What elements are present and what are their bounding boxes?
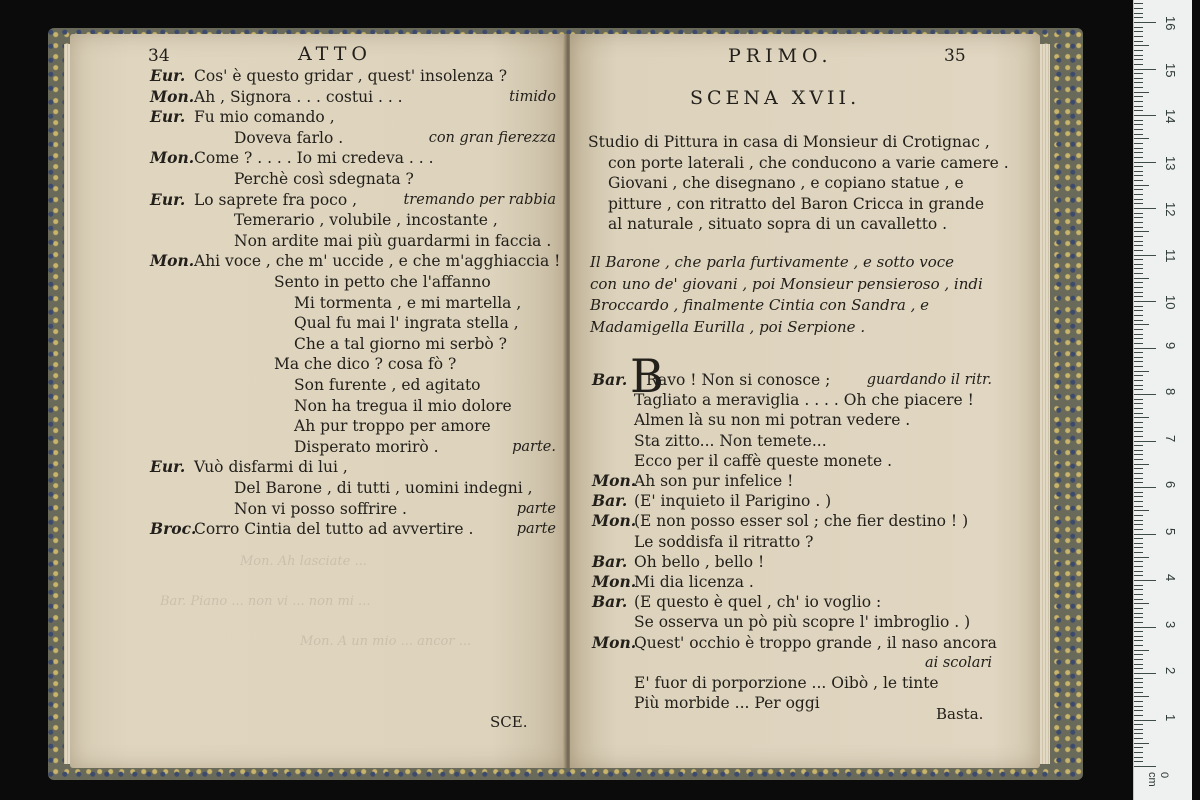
ruler-tick xyxy=(1134,96,1143,97)
verse-line: Le soddisfa il ritratto ? xyxy=(634,532,814,551)
ruler-unit-label: 0 cm xyxy=(1146,772,1170,787)
ruler-number: 16 xyxy=(1163,16,1178,31)
speaker-label: Mon. xyxy=(592,471,637,490)
ruler-tick xyxy=(1134,599,1143,600)
ruler-tick xyxy=(1134,450,1143,451)
ruler-tick xyxy=(1134,315,1143,316)
show-through-text: Mon. Ah lasciate ... xyxy=(240,554,367,569)
ruler-tick xyxy=(1134,627,1156,628)
ruler-tick xyxy=(1134,166,1143,167)
verse-line: Temerario , volubile , incostante , xyxy=(234,211,498,230)
verse-line: Perchè così sdegnata ? xyxy=(234,170,414,188)
ruler-tick xyxy=(1134,306,1143,307)
ruler-tick xyxy=(1134,585,1143,586)
ruler-tick xyxy=(1134,13,1143,14)
ruler-tick xyxy=(1134,468,1143,469)
speaker-label: Eur. xyxy=(150,107,186,127)
ruler-tick xyxy=(1134,636,1143,637)
ruler-tick xyxy=(1134,217,1143,218)
ruler-tick xyxy=(1134,213,1143,214)
left-running-head: ATTO xyxy=(298,43,372,65)
ruler-tick xyxy=(1134,413,1143,414)
left-catchword: SCE. xyxy=(490,713,528,731)
speaker-label: Mon. xyxy=(592,511,637,531)
verse-line: Oh bello , bello ! xyxy=(634,552,765,571)
characters-line: Il Barone , che parla furtivamente , e sotto voce xyxy=(590,253,955,271)
ruler-tick xyxy=(1134,287,1143,288)
verse-line: Sento in petto che l'affanno xyxy=(274,273,491,291)
verse-line: Lo saprete fra poco , xyxy=(194,190,358,209)
ruler-tick xyxy=(1134,241,1143,242)
ruler-tick xyxy=(1134,529,1143,530)
ruler-tick xyxy=(1134,710,1143,711)
ruler-tick xyxy=(1134,366,1143,367)
speaker-label: Bar. xyxy=(592,370,628,389)
speaker-label: Eur. xyxy=(150,189,186,209)
verse-line: Come ? . . . . Io mi credeva . . . xyxy=(194,149,434,168)
ruler-tick xyxy=(1134,720,1156,721)
ruler-tick xyxy=(1134,687,1143,688)
ruler-tick xyxy=(1134,101,1143,102)
ruler-tick xyxy=(1134,733,1143,734)
ruler-tick xyxy=(1134,352,1143,353)
ruler-tick xyxy=(1134,334,1143,335)
ruler-tick xyxy=(1134,738,1143,739)
ruler-tick xyxy=(1134,273,1143,274)
ruler-tick xyxy=(1134,427,1143,428)
ruler-number: 14 xyxy=(1163,109,1178,124)
ruler-tick xyxy=(1134,301,1156,302)
ruler-tick xyxy=(1134,115,1156,116)
ruler-tick xyxy=(1134,162,1156,163)
ruler-tick xyxy=(1134,417,1149,418)
ruler-tick xyxy=(1134,496,1143,497)
ruler-tick xyxy=(1134,654,1143,655)
ruler-tick xyxy=(1134,185,1149,186)
verse-line: Ahi voce , che m' uccide , e che m'agghiaccia ! xyxy=(194,252,561,271)
right-page-number: 35 xyxy=(944,46,966,66)
verse-line: Disperato morirò . xyxy=(294,437,439,456)
verse-line: (E questo è quel , ch' io voglio : xyxy=(634,593,882,612)
ruler-tick xyxy=(1134,92,1149,93)
ruler-tick xyxy=(1134,343,1143,344)
ruler-tick xyxy=(1134,678,1143,679)
stage-direction: tremando per rabbia xyxy=(403,191,556,208)
verse-line: Ma che dico ? cosa fò ? xyxy=(274,355,457,374)
ruler-tick xyxy=(1134,208,1156,209)
ruler-tick xyxy=(1134,78,1143,79)
verse-line: Del Barone , di tutti , uomini indegni , xyxy=(234,479,533,497)
ruler-tick xyxy=(1134,575,1143,576)
verse-line: Se osserva un pò più scopre l' imbroglio . ) xyxy=(634,613,971,632)
ruler-tick xyxy=(1134,464,1149,465)
ruler-tick xyxy=(1134,520,1143,521)
ruler-tick xyxy=(1134,608,1143,609)
ruler-tick xyxy=(1134,157,1143,158)
right-running-head: PRIMO. xyxy=(728,45,833,67)
ruler-tick xyxy=(1134,473,1143,474)
ruler-tick xyxy=(1134,631,1143,632)
ruler-tick xyxy=(1134,552,1143,553)
verse-line: Ah , Signora . . . costui . . . xyxy=(194,87,403,106)
ruler-tick xyxy=(1134,143,1143,144)
verse-line: Qual fu mai l' ingrata stella , xyxy=(294,314,519,333)
ruler-tick xyxy=(1134,338,1143,339)
ruler-tick xyxy=(1134,501,1143,502)
verse-line: Doveva farlo . xyxy=(234,128,344,147)
ruler-tick xyxy=(1134,487,1156,488)
ruler-tick xyxy=(1134,222,1143,223)
ruler-tick xyxy=(1134,292,1143,293)
ruler-tick xyxy=(1134,640,1143,641)
ruler-tick xyxy=(1134,41,1143,42)
ruler-tick xyxy=(1134,203,1143,204)
speaker-label: Mon. xyxy=(592,572,637,591)
ruler-tick xyxy=(1134,589,1143,590)
ruler-tick xyxy=(1134,50,1143,51)
verse-line: Mi dia licenza . xyxy=(634,573,754,591)
ruler-number: 10 xyxy=(1163,295,1178,310)
ruler-number: 13 xyxy=(1163,155,1178,170)
ruler-tick xyxy=(1134,106,1143,107)
ruler-tick xyxy=(1134,650,1149,651)
verse-line: Sta zitto... Non temete... xyxy=(634,431,827,450)
ruler-tick xyxy=(1134,659,1143,660)
ruler-tick xyxy=(1134,36,1143,37)
ruler-tick xyxy=(1134,534,1156,535)
setting-line: con porte laterali , che conducono a varie camere . xyxy=(608,153,1009,172)
ruler-number: 12 xyxy=(1163,202,1178,217)
ruler-tick xyxy=(1134,682,1143,683)
ruler-tick xyxy=(1134,664,1143,665)
ruler-tick xyxy=(1134,766,1156,767)
verse-line: Ah son pur infelice ! xyxy=(634,472,794,490)
ruler-tick xyxy=(1134,747,1143,748)
ruler-tick xyxy=(1134,761,1143,762)
ruler-number: 1 xyxy=(1163,713,1178,721)
stage-direction: parte. xyxy=(512,438,556,455)
ruler-tick xyxy=(1134,459,1143,460)
verse-line: Ah pur troppo per amore xyxy=(294,417,491,436)
speaker-label: Bar. xyxy=(592,491,628,511)
ruler-tick xyxy=(1134,743,1149,744)
ruler-tick xyxy=(1134,231,1149,232)
ruler-tick xyxy=(1134,329,1143,330)
drop-cap: B xyxy=(630,349,664,403)
stage-direction: con gran fierezza xyxy=(428,129,556,146)
ruler-tick xyxy=(1134,227,1143,228)
ruler-tick xyxy=(1134,757,1143,758)
ruler-tick xyxy=(1134,245,1143,246)
ruler-tick xyxy=(1134,673,1156,674)
ruler-tick xyxy=(1134,175,1143,176)
ruler-tick xyxy=(1134,482,1143,483)
ruler-tick xyxy=(1134,3,1143,4)
ruler-tick xyxy=(1134,617,1143,618)
ruler-tick xyxy=(1134,55,1143,56)
ruler-tick xyxy=(1134,701,1143,702)
ruler-number: 11 xyxy=(1163,248,1178,262)
verse-line: Son furente , ed agitato xyxy=(294,376,481,394)
ruler-tick xyxy=(1134,152,1143,153)
ruler-tick xyxy=(1134,69,1156,70)
ruler-tick xyxy=(1134,124,1143,125)
verse-line: Fu mio comando , xyxy=(194,108,335,127)
ruler-tick xyxy=(1134,692,1143,693)
verse-line: Più morbide ... Per oggi xyxy=(634,694,820,713)
ruler-tick xyxy=(1134,715,1143,716)
ruler-tick xyxy=(1134,454,1143,455)
verse-line: Non ha tregua il mio dolore xyxy=(294,396,512,415)
ruler-tick xyxy=(1134,82,1143,83)
verse-line: Cos' è questo gridar , quest' insolenza ? xyxy=(194,67,508,85)
verse-line: (E' inquieto il Parigino . ) xyxy=(634,492,832,511)
ruler-tick xyxy=(1134,250,1143,251)
ruler-number: 8 xyxy=(1163,388,1178,396)
ruler-tick xyxy=(1134,752,1143,753)
characters-line: Madamigella Eurilla , poi Serpione . xyxy=(590,317,866,336)
verse-line: Ravo ! Non si conosce ; xyxy=(646,371,831,389)
verse-line: Vuò disfarmi di lui , xyxy=(194,458,348,477)
verse-line: Quest' occhio è troppo grande , il naso ancora xyxy=(634,633,997,652)
ruler-tick xyxy=(1134,492,1143,493)
ruler-tick xyxy=(1134,408,1143,409)
show-through-text: Bar. Piano ... non vi ... non mi ... xyxy=(160,594,371,609)
ruler-tick xyxy=(1134,171,1143,172)
ruler-tick xyxy=(1134,399,1143,400)
ruler-tick xyxy=(1134,403,1143,404)
ruler-tick xyxy=(1134,729,1143,730)
setting-line: Giovani , che disegnano , e copiano statue , e xyxy=(608,174,964,192)
ruler-tick xyxy=(1134,73,1143,74)
ruler-tick xyxy=(1134,478,1143,479)
characters-line: con uno de' giovani , poi Monsieur pensieroso , indi xyxy=(590,274,983,293)
ruler-tick xyxy=(1134,148,1143,149)
verse-line: Non ardite mai più guardarmi in faccia . xyxy=(234,231,552,250)
ruler-number: 9 xyxy=(1163,341,1178,349)
verse-line: Ecco per il caffè queste monete . xyxy=(634,451,893,470)
stage-direction: parte xyxy=(516,521,556,538)
ruler-tick xyxy=(1134,445,1143,446)
ruler-tick xyxy=(1134,510,1149,511)
ruler-tick xyxy=(1134,194,1143,195)
ruler-tick xyxy=(1134,357,1143,358)
measuring-ruler xyxy=(1133,0,1192,800)
left-page-number: 34 xyxy=(148,46,170,66)
ruler-tick xyxy=(1134,394,1156,395)
ruler-tick xyxy=(1134,603,1149,604)
verse-line: Tagliato a meraviglia . . . . Oh che piacere ! xyxy=(634,391,974,410)
ruler-tick xyxy=(1134,389,1143,390)
stage-direction: guardando il ritr. xyxy=(866,372,992,388)
ruler-tick xyxy=(1134,87,1143,88)
ruler-tick xyxy=(1134,278,1149,279)
ruler-tick xyxy=(1134,31,1143,32)
ruler-tick xyxy=(1134,436,1143,437)
verse-line: Corro Cintia del tutto ad avvertire . xyxy=(194,520,474,539)
ruler-tick xyxy=(1134,22,1156,23)
verse-line: Che a tal giorno mi serbò ? xyxy=(294,334,507,353)
ruler-tick xyxy=(1134,59,1143,60)
ruler-tick xyxy=(1134,264,1143,265)
ruler-tick xyxy=(1134,524,1143,525)
ruler-tick xyxy=(1134,706,1143,707)
ruler-tick xyxy=(1134,129,1143,130)
ruler-tick xyxy=(1134,380,1143,381)
ruler-tick xyxy=(1134,310,1143,311)
ruler-tick xyxy=(1134,441,1156,442)
stage-direction: parte xyxy=(516,500,556,517)
ruler-tick xyxy=(1134,64,1143,65)
speaker-label: Broc. xyxy=(150,519,197,539)
ruler-tick xyxy=(1134,422,1143,423)
speaker-label: Bar. xyxy=(592,592,628,612)
right-catchword: Basta. xyxy=(936,705,984,723)
setting-line: al naturale , situato sopra di un cavalletto . xyxy=(608,215,948,233)
ruler-tick xyxy=(1134,371,1149,372)
speaker-label: Mon. xyxy=(150,251,195,271)
speaker-label: Bar. xyxy=(592,551,628,571)
ruler-number: 15 xyxy=(1163,62,1178,77)
ruler-tick xyxy=(1134,296,1143,297)
ruler-tick xyxy=(1134,668,1143,669)
setting-line: Studio di Pittura in casa di Monsieur di Crotignac , xyxy=(588,133,990,151)
stage-direction: ai scolari xyxy=(924,654,992,671)
ruler-tick xyxy=(1134,320,1143,321)
ruler-tick xyxy=(1134,268,1143,269)
ruler-tick xyxy=(1134,45,1149,46)
stage-direction: timido xyxy=(509,88,556,105)
ruler-tick xyxy=(1134,348,1156,349)
ruler-number: 3 xyxy=(1163,620,1178,628)
ruler-tick xyxy=(1134,259,1143,260)
ruler-tick xyxy=(1134,138,1149,139)
ruler-tick xyxy=(1134,236,1143,237)
ruler-tick xyxy=(1134,645,1143,646)
ruler-tick xyxy=(1134,515,1143,516)
ruler-tick xyxy=(1134,120,1143,121)
speaker-label: Mon. xyxy=(150,86,195,106)
ruler-tick xyxy=(1134,557,1149,558)
verse-line: E' fuor di porporzione ... Oibò , le tinte xyxy=(634,674,939,692)
verse-line: Mi tormenta , e mi martella , xyxy=(294,293,522,312)
ruler-tick xyxy=(1134,571,1143,572)
ruler-tick xyxy=(1134,696,1149,697)
ruler-tick xyxy=(1134,547,1143,548)
speaker-label: Mon. xyxy=(592,632,637,652)
ruler-tick xyxy=(1134,189,1143,190)
ruler-tick xyxy=(1134,613,1143,614)
ruler-tick xyxy=(1134,566,1143,567)
speaker-label: Eur. xyxy=(150,457,186,477)
ruler-tick xyxy=(1134,580,1156,581)
speaker-label: Eur. xyxy=(150,66,186,85)
ruler-tick xyxy=(1134,8,1143,9)
ruler-tick xyxy=(1134,110,1143,111)
ruler-number: 7 xyxy=(1163,434,1178,442)
ruler-tick xyxy=(1134,375,1143,376)
ruler-tick xyxy=(1134,255,1156,256)
ruler-tick xyxy=(1134,199,1143,200)
ruler-tick xyxy=(1134,724,1143,725)
ruler-tick xyxy=(1134,361,1143,362)
ruler-tick xyxy=(1134,506,1143,507)
ruler-number: 6 xyxy=(1163,481,1178,489)
ruler-tick xyxy=(1134,543,1143,544)
speaker-label: Mon. xyxy=(150,148,195,168)
verse-line: Non vi posso soffrire . xyxy=(234,499,407,518)
ruler-tick xyxy=(1134,180,1143,181)
verse-line: (E non posso esser sol ; che fier destino ! ) xyxy=(634,512,969,531)
ruler-tick xyxy=(1134,561,1143,562)
ruler-tick xyxy=(1134,622,1143,623)
setting-line: pitture , con ritratto del Baron Cricca in grande xyxy=(608,194,985,213)
verse-line: Almen là su non mi potran vedere . xyxy=(634,411,911,430)
ruler-tick xyxy=(1134,385,1143,386)
ruler-tick xyxy=(1134,594,1143,595)
ruler-number: 2 xyxy=(1163,667,1178,675)
ruler-number: 5 xyxy=(1163,527,1178,535)
ruler-tick xyxy=(1134,431,1143,432)
ruler-tick xyxy=(1134,538,1143,539)
ruler-tick xyxy=(1134,134,1143,135)
ruler-tick xyxy=(1134,282,1143,283)
ruler-tick xyxy=(1134,17,1143,18)
ruler-tick xyxy=(1134,324,1149,325)
ruler-number: 4 xyxy=(1163,574,1178,582)
scene-title: SCENA XVII. xyxy=(690,87,861,109)
show-through-text: Mon. A un mio ... ancor ... xyxy=(300,634,472,649)
characters-line: Broccardo , finalmente Cintia con Sandra , e xyxy=(590,296,930,314)
ruler-tick xyxy=(1134,27,1143,28)
